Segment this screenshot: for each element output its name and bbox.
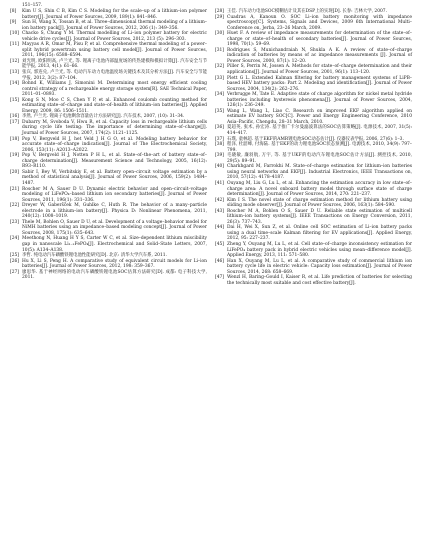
reference-number: [21]	[10, 186, 20, 192]
reference-columns	[10, 9, 412, 286]
reference-text: Meethong N, Huang H Y S, Carter W C, et al. Size–dependent lithium miscibility gap in nanoscale Li₁₋ₓFePO₄[J]. Electrochemical and Solid–State Letters, 2007, 10(5): A134–A138.	[22, 236, 207, 253]
reference-text: Dreyer W, Gaberšček M, Guhlke C, Huth R. The behavior of a many–particle electrode in a lithium–ion battery[J]. Physica D: Nonlinear Phenomena, 2011, 240(12): 1008–1019.	[22, 203, 207, 220]
reference-entry	[215, 225, 412, 242]
reference-entry	[215, 209, 412, 226]
reference-text: 夏超英, 张术, 孙宏涛. 基于推广卡尔曼滤波算法的SOC估算策略[J]. 电源技术, 2007, 31(5): 414–417.	[227, 125, 412, 137]
reference-text: 石璞, 童林超. 基于EKF的AMR锂电池SOC动态估计[J]. 仪器仪表学报, 2006, 27(6): 1–3.	[227, 136, 404, 142]
reference-number: [22]	[10, 203, 20, 209]
reference-entry	[10, 153, 207, 170]
reference-text: 毛晓敏, 廉羽航, 万宇, 等. 基于UKF的电动汽车锂电池SOC估计方法[J]. 测控技术, 2010, 29(5): 89–91.	[227, 153, 412, 164]
continuation-line: 151–157.	[22, 3, 43, 8]
reference-entry	[10, 220, 207, 237]
reference-entry	[10, 70, 207, 81]
reference-number: [26]	[10, 258, 20, 264]
reference-text: Roscher M A, Sauer D U. Dynamic electric behavior and open–circuit–voltage modeling of LiFePO₄–based lithium ion secondary batteries[J]. Journal of Power Sources, 2011, 196(1): 331–336.	[22, 186, 207, 203]
reference-entry	[215, 181, 412, 198]
reference-entry	[215, 92, 412, 109]
reference-number: [27]	[10, 269, 20, 275]
reference-text: Rodrigues S, Munichandraiah N, Shukla A K. A review of state–of–charge indication of batteries by means of ac impedance measurements [J]. Journal of Power Sources, 2000, 87(1): 12–20.	[227, 47, 412, 64]
reference-number: [19]	[10, 153, 20, 159]
reference-number: [31]	[215, 47, 225, 53]
reference-number: [45]	[215, 241, 225, 247]
reference-number: [44]	[215, 225, 225, 231]
reference-entry	[10, 81, 207, 98]
reference-entry	[215, 15, 412, 32]
reference-number: [8]	[10, 9, 17, 14]
reference-entry	[215, 76, 412, 93]
reference-entry	[215, 242, 412, 259]
reference-entry	[215, 164, 412, 181]
reference-text: Zheng Y, Ouyang M, Lu L, et al. Cell state–of–charge inconsistency estimation for LiFePO₄ battery pack in hybrid electric vehicles using mean–difference model[J]. Applied Energy, 2013, 111: 571–580.	[227, 241, 412, 259]
reference-number: [13]	[10, 70, 20, 76]
reference-entry	[215, 142, 412, 153]
reference-number: [43]	[215, 208, 225, 214]
reference-text: Verbrugge M, Tate E. Adaptive state of charge algorithm for nickel metal hydride batteries including hysteresis phenomena[J]. Journal of Power Sources, 2004, 126(1): 236–249.	[227, 92, 412, 109]
reference-number: [36]	[215, 125, 225, 131]
reference-number: [33]	[215, 75, 225, 81]
reference-number: [15]	[10, 97, 20, 103]
reference-entry	[10, 170, 207, 187]
reference-entry	[215, 31, 412, 48]
reference-entry	[10, 120, 207, 137]
reference-entry	[10, 259, 207, 270]
reference-entry	[215, 109, 412, 126]
reference-entry	[215, 198, 412, 209]
reference-text: Mayyas A R, Omar M, Pisu P, et al. Comprehensive thermal modeling of a power–split hybrid powertrain using battery cell model[J]. Journal of Power Sources, 2011, 196(15): 6588–6594.	[22, 42, 207, 59]
reference-text: Pop V, Bergveld H J, Notten P H L, et al. State–of–the–art of battery state–of–charge determination[J]. Measurement Science and Technology, 2005, 16(12): R93–R110.	[22, 153, 207, 170]
reference-number: [46]	[215, 258, 225, 264]
reference-number: [18]	[10, 136, 20, 142]
reference-entry	[10, 42, 207, 59]
reference-text: 张宾, 郭连兑, 卢兰光, 等. 电动汽车动力电池温度场关键技术及其分析方法[J]. 汽车安全与节能学报, 2012, 3(2): 87–104.	[22, 70, 207, 81]
reference-number: [10]	[10, 31, 20, 37]
reference-number: [16]	[10, 114, 20, 120]
reference-entry	[10, 270, 207, 281]
reference-text: Han X, Ouyang M, Lu L, et al. A comparative study of commercial lithium ion battery cycle life in electric vehicle: Capacity loss estimation[J]. Journal of Power Sources, 2014, 268: 658–669.	[227, 258, 412, 275]
reference-text: Piller S, Perrin M, Jossen A. Methods for state–of–charge determination and their applications[J]. Journal of Power Sources, 2001, 96(1): 113–120.	[227, 64, 412, 76]
reference-entry	[10, 20, 207, 31]
reference-entry	[10, 236, 207, 253]
reference-entry	[215, 275, 412, 286]
reference-text: Kim I S. The novel state of charge estimation method for lithium battery using sliding mode observer[J]. Journal of Power Sources, 2006, 163(1): 584–590.	[227, 197, 412, 209]
reference-text: 李哲. 纯电动汽车磷酸铁锂电池性能研究[D]. 北京: 清华大学汽车系, 2011.	[22, 253, 167, 259]
reference-number: [25]	[10, 253, 20, 259]
reference-entry	[215, 125, 412, 136]
reference-number: [47]	[215, 275, 225, 281]
reference-text: Plett G L. Extended Kalman filtering for battery management systems of LiPB–based HEV battery packs: Part 2. Modeling and identification[J]. Journal of Power Sources, 2004, 134(2): 262–276.	[227, 75, 412, 92]
reference-text: Roscher M A, Bohlen O S, Sauer D U. Reliable state estimation of multicell lithium–ion battery systems[J]. IEEE Transactions on Energy Conversion, 2011, 26(3): 737–743.	[227, 208, 412, 225]
reference-number: [38]	[215, 142, 225, 148]
reference-number: [32]	[215, 64, 225, 70]
reference-text: Dubarry M, Svoboda V, Hwu R, et al. Capacity loss in rechargeable lithium cells during cycle life testing: The importance of determining state–of–charge[J]. Journal of Power Sources, 2007, 174(2): 1121–1125.	[22, 119, 207, 137]
reference-text: Cuadras A, Kanoun O. SOC Li–ion battery monitoring with impedance spectroscopy[C]. Systems, Signals and Devices, 2009 6th International Multi–Conference on, Jerba, 23–26 March, 2009.	[227, 14, 412, 31]
reference-text: 程泽, 杜韶峰, 付海陆. 基于EKF的动力锂电池SOC状态预测[J]. 电源技术, 2010, 34(9): 797–799.	[227, 142, 412, 153]
reference-entry	[215, 48, 412, 65]
reference-text: Wang L, Wang L, Liao C. Research on improved EKF algorithm applied on estimate EV battery SOC[C]. Power and Energy Engineering Conference, 2010 Asia–Pacific, Chengdu, 28–31 March, 2010.	[227, 108, 412, 125]
reference-text: Sun H, Wang X, Tossan B, et al. Three–dimensional thermal modeling of a lithium–ion battery pack[J]. Journal of Power Sources, 2012, 206 (1): 349–356.	[22, 20, 207, 31]
reference-text: Thele M, Bohlen O, Sauer D U, et al. Development of a voltage–behavior model for NiMH batteries using an impedance–based modeling concept[J]. Journal of Power Sources, 2008, 175(1): 635–643.	[22, 219, 207, 236]
reference-text: 刘光明, 欧阳明高, 卢兰光, 等. 锂离子电池内部温度场的传热建模和模拟计算[J]. 汽车安全与节能学报, 2013, 4(1): 61–66.	[22, 58, 207, 70]
reference-number: [35]	[215, 108, 225, 114]
reference-text: 李然, 卢兰光. 锂离子电池剩余容量估计方法研究[J]. 汽车技术, 2007, (10): 31–34.	[22, 114, 185, 120]
reference-number: [34]	[215, 92, 225, 98]
reference-text: 王佳. 汽车动力电池SOC模糊估计及其在DSP上的实现[D]. 长春: 吉林大学, 2007.	[227, 9, 387, 14]
reference-entry	[10, 59, 207, 70]
reference-number: [41]	[215, 180, 225, 186]
reference-entry	[215, 64, 412, 75]
reference-entry	[10, 31, 207, 42]
reference-number: [24]	[10, 236, 20, 242]
reference-entry	[10, 137, 207, 154]
reference-number: [12]	[10, 58, 20, 64]
reference-number: [9]	[10, 20, 17, 26]
reference-text: Bohnd K, Williams J, Simonini M. Determining most energy efficient cooling control strategy of a rechargeable energy storage system[R]. SAE Technical Paper, 2011–01–0893.	[22, 81, 207, 98]
reference-entry	[10, 203, 207, 220]
reference-number: [28]	[215, 9, 225, 14]
reference-text: Pop V, Bergveld H J, het Veld J H G O, et al. Modeling battery behavior for accurate state–of–charge indication[J]. Journal of The Electrochemical Society, 2006, 153(11): A2013–A2022.	[22, 136, 207, 153]
reference-text: Chacko S, Chung Y M. Thermal modelling of Li–ion polymer battery for electric vehicle drive cycles[J]. Journal of Power Sources, 2012, 213 (5): 296–303.	[22, 31, 207, 42]
right-reference-column	[215, 9, 412, 286]
reference-number: [11]	[10, 42, 20, 48]
reference-number: [30]	[215, 31, 225, 37]
reference-text: Dai H, Wei X, Sun Z, et al. Online cell SOC estimation of Li–ion battery packs using a dual time–scale Kalman filtering for EV applications[J]. Applied Energy, 2012, 95: 227–237.	[227, 225, 412, 242]
reference-text: Kong S N, Moo C S, Chen Y P, et al. Enhanced coulomb counting method for estimating state–of–charge and state–of–health of lithium–ion batteries[J]. Applied Energy, 2009, 86: 1506–1511.	[22, 97, 207, 114]
reference-number: [23]	[10, 219, 20, 225]
reference-number: [42]	[215, 197, 225, 203]
reference-number: [17]	[10, 119, 20, 125]
reference-text: Ouyang M, Liu G, Lu L, et al. Enhancing the estimation accuracy in low state–of–charge area: A novel onboard battery model through surface state of charge determination[J]. Journal of Power Sources, 2014, 270: 221–237.	[227, 180, 412, 198]
left-reference-column	[10, 9, 207, 286]
reference-number: [29]	[215, 14, 225, 20]
reference-text: Kim U S, Shin C B, Kim C S. Modeling for the scale–up of a lithium–ion polymer battery[J]. Journal of Power Sources, 2009, 189(1): 841–846.	[22, 9, 207, 20]
reference-number: [37]	[215, 136, 225, 142]
reference-entry	[10, 9, 207, 20]
reference-entry	[10, 187, 207, 204]
reference-number: [14]	[10, 81, 20, 87]
reference-text: Sabir I, Bey W, Verbitskiy E, et al. Battery open–circuit voltage estimation by a method of statistical analysis[J]. Journal of Power Sources, 2006, 159(2): 1484–1487.	[22, 169, 207, 186]
reference-entry	[10, 98, 207, 115]
reference-text: Huet F. A review of impedance measurements for determination of the state–of–charge or state–of–health of secondary batteries[J]. Journal of Power Sources, 1998, 70(1): 59–69.	[227, 31, 412, 48]
reference-text: Wenzl H, Baring–Gould I, Kaiser R, et al. Life prediction of batteries for selecting the technically most suitable and cost effective battery[J].	[227, 275, 412, 286]
reference-entry	[215, 153, 412, 164]
reference-number: [40]	[215, 164, 225, 170]
reference-number: [39]	[215, 153, 225, 159]
reference-entry	[215, 259, 412, 276]
reference-text: Hu X, Li S, Peng H. A comparative study of equivalent circuit models for Li–ion batteries[J]. Journal of Power Sources, 2012, 198: 359–367.	[22, 258, 207, 270]
reference-text: 廖思华. 基于神经网络的电动汽车磷酸铁锂电池SOC估算方法研究[D]. 成都: 电子科技大学, 2011.	[22, 269, 207, 281]
reference-number: [20]	[10, 169, 20, 175]
reference-text: Charkhgard M, Farrokhi M. State–of–charge estimation for lithium–ion batteries using neural networks and EKF[J]. Industrial Electronics, IEEE Transactions on, 2010, 57(12): 4178–4187.	[227, 164, 412, 181]
